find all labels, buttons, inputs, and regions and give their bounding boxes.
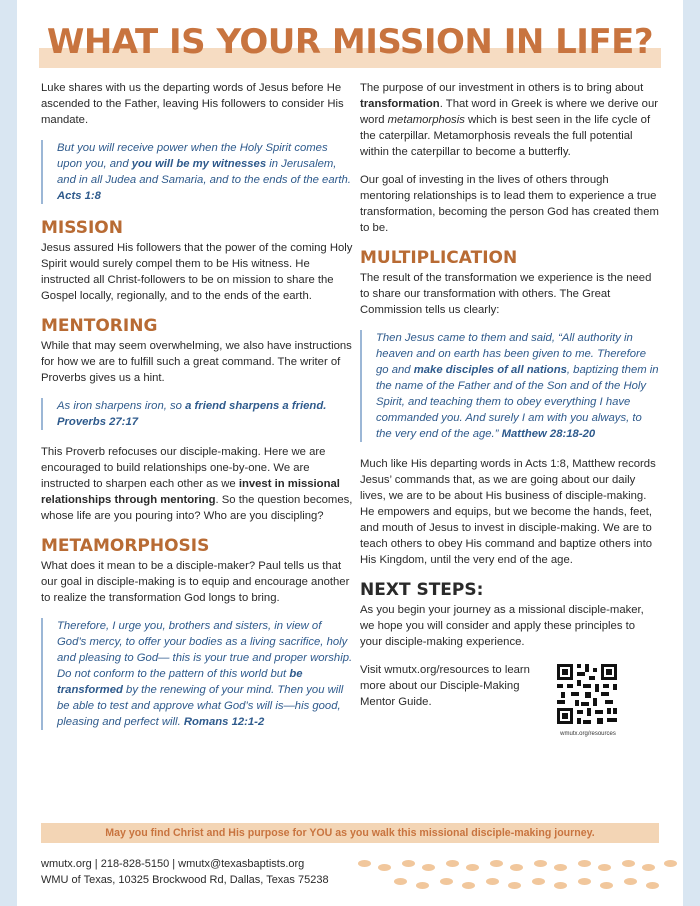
footer-contact [41, 856, 329, 888]
footprint-icon [402, 860, 415, 867]
footprint-icon [462, 882, 475, 889]
footprint-icon [598, 864, 611, 871]
footprint-icon [642, 864, 655, 871]
metamorphosis-paragraph: What does it mean to be a disciple-maker? Paul tells us that our goal in disciple-making is to equip and encourage another to realize the transformation God longs to bring. [41, 560, 350, 604]
goal-paragraph: Our goal of investing in the lives of others through mentoring relationships is to lead them to experience a true transformation, becoming the person God has created them to be. [360, 174, 659, 234]
multiplication-paragraph: The result of the transformation we experience is the need to share our transformation with others. The Great Commission tells us clearly: [360, 272, 652, 316]
scripture-quote-romans: Therefore, I urge you, brothers and sisters, in view of God’s mercy, to offer your bodies as a living sacrifice, holy and pleasing to God— this is your true and proper worship. Do not conform to the pattern of this world but be transformed by the renewing of your mind. Then you will be able to test and approve what God’s will is—his good, pleasing and perfect will. Romans 12:1-2 [41, 618, 353, 730]
scripture-quote-matthew: Then Jesus came to them and said, “All authority in heaven and on earth has been given to me. Therefore go and make disciples of all nations, baptizing them in the name of the Father and of the Son and of the Holy Spirit, and teaching them to obey everything I have commanded you. And surely I am with you always, to the very end of the age.” Matthew 28:18-20 [360, 330, 660, 442]
footprint-icon [440, 878, 453, 885]
footprint-icon [422, 864, 435, 871]
footprint-icon [378, 864, 391, 871]
footprint-icon [624, 878, 637, 885]
purpose-paragraph: The purpose of our investment in others is to bring about transformation. That word in Greek is where we derive our word metamorphosis which is best seen in the life cycle of the caterpillar. Metamorphosis reveals the full potential within the caterpillar to become a butterfly. [360, 82, 659, 158]
footprint-icon [664, 860, 677, 867]
qr-code-icon[interactable] [555, 662, 619, 726]
qr-code-block[interactable] [555, 662, 621, 738]
scripture-quote-proverbs: As iron sharpens iron, so a friend sharpens a friend. Proverbs 27:17 [41, 398, 353, 430]
acts-paragraph: Much like His departing words in Acts 1:8, Matthew records Jesus’ commands that, as we are going about our daily lives, we are to be about His business of disciple-making. He empowers and equips, but we become the hands, feet, and mouth of Jesus to invest in disciple-making. We are to teach others to obey His command and baptize others into His Kingdom, until the very end of the age. [360, 458, 656, 566]
resources-link-text[interactable]: Visit wmutx.org/resources to learn more about our Disciple-Making Mentor Guide. [360, 664, 530, 708]
footprint-icon [394, 878, 407, 885]
heading-multiplication: MULTIPLICATION [360, 248, 518, 268]
intro-paragraph: Luke shares with us the departing words of Jesus before He ascended to the Father, leaving His followers to consider His mandate. [41, 82, 344, 126]
qr-caption: wmutx.org/resources [560, 731, 616, 737]
footer-contact-line[interactable]: wmutx.org | 218-828-5150 | wmutx@texasbaptists.org [41, 858, 305, 870]
footprint-icon [358, 860, 371, 867]
mentoring-paragraph: While that may seem overwhelming, we also have instructions for how we are to fulfill such a great command. The writer of Proverbs gives us a hint. [41, 340, 352, 384]
mission-paragraph: Jesus assured His followers that the power of the coming Holy Spirit would surely compel them to be His witness. He instructed all Christ-followers to be on mission to share the Gospel locally, regionally, and to the ends of the earth. [41, 242, 353, 302]
footprint-icon [446, 860, 459, 867]
left-column [41, 80, 353, 744]
footprint-icon [416, 882, 429, 889]
heading-mission: MISSION [41, 218, 123, 238]
footprints-decoration [358, 856, 684, 892]
footprint-icon [554, 882, 567, 889]
footprint-icon [532, 878, 545, 885]
resources-block [360, 662, 660, 762]
footprint-icon [600, 882, 613, 889]
closing-banner: May you find Christ and His purpose for YOU as you walk this missional disciple-making journey. [41, 823, 659, 843]
heading-mentoring: MENTORING [41, 316, 158, 336]
footprint-icon [578, 878, 591, 885]
next-steps-paragraph: As you begin your journey as a missional disciple-maker, we hope you will consider and apply these principles to your disciple-making experience. [360, 604, 644, 648]
footprint-icon [578, 860, 591, 867]
footprint-icon [508, 882, 521, 889]
right-column [360, 80, 660, 762]
footprint-icon [534, 860, 547, 867]
scripture-quote-acts: But you will receive power when the Holy Spirit comes upon you, and you will be my witnesses in Jerusalem, and in all Judea and Samaria, and to the ends of the earth. Acts 1:8 [41, 140, 353, 204]
footprint-icon [646, 882, 659, 889]
footprint-icon [486, 878, 499, 885]
title-text: WHAT IS YOUR MISSION IN LIFE? [46, 22, 654, 62]
footprint-icon [622, 860, 635, 867]
proverb-paragraph: This Proverb refocuses our disciple-making. Here we are encouraged to build relationships one-by-one. We are instructed to sharpen each other as we invest in missional relationships through mentoring. So the question becomes, whose life are you pouring into? Who are you discipling? [41, 446, 353, 522]
heading-metamorphosis: METAMORPHOSIS [41, 536, 210, 556]
footprint-icon [554, 864, 567, 871]
footprint-icon [490, 860, 503, 867]
footprint-icon [510, 864, 523, 871]
heading-next-steps: NEXT STEPS: [360, 580, 484, 600]
flyer-page [17, 0, 683, 906]
page-title [39, 22, 661, 70]
footer-address-line: WMU of Texas, 10325 Brockwood Rd, Dallas, Texas 75238 [41, 874, 329, 886]
footprint-icon [466, 864, 479, 871]
